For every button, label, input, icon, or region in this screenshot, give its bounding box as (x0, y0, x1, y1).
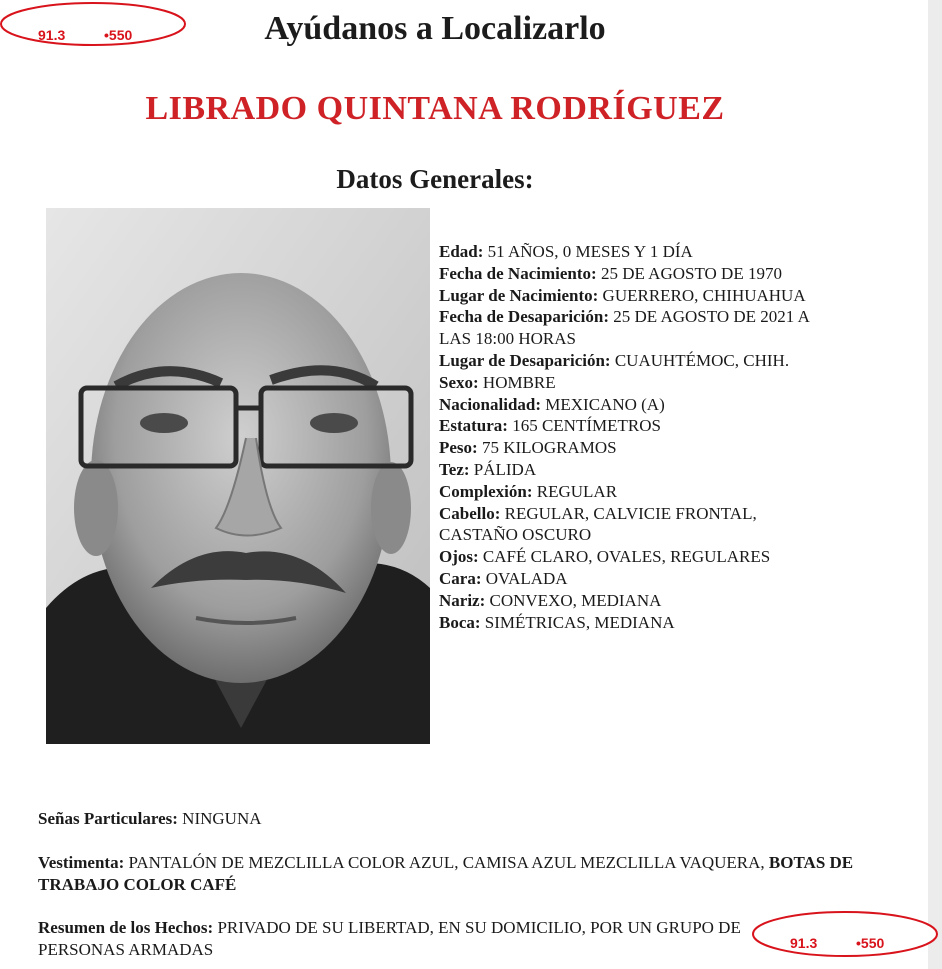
logo-fm-label: 91.3 (790, 935, 818, 951)
details-list (439, 241, 839, 633)
detail-cabello: Cabello: REGULAR, CALVICIE FRONTAL, CASTAÑO OSCURO (439, 503, 757, 545)
person-photo (46, 208, 430, 744)
detail-edad: Edad: 51 AÑOS, 0 MESES Y 1 DÍA (439, 242, 693, 261)
section-title: Datos Generales: (336, 164, 534, 194)
station-logo-bottom (752, 910, 938, 958)
logo-fm-label: 91.3 (38, 27, 66, 43)
resumen-hechos: Resumen de los Hechos: PRIVADO DE SU LIBERTAD, EN SU DOMICILIO, POR UN GRUPO DE PERSONAS ARMADAS (38, 918, 741, 959)
page-title: Ayúdanos a Localizarlo (264, 10, 606, 47)
senas-particulares: Señas Particulares: NINGUNA (38, 809, 262, 828)
page-edge (928, 0, 942, 969)
detail-sexo: Sexo: HOMBRE (439, 372, 556, 392)
detail-estatura: Estatura: 165 CENTÍMETROS (439, 416, 661, 436)
detail-ojos: Ojos: CAFÉ CLARO, OVALES, REGULARES (439, 547, 771, 567)
detail-fecha-nacimiento: Fecha de Nacimiento: 25 DE AGOSTO DE 1970 (439, 263, 782, 283)
detail-boca: Boca: SIMÉTRICAS, MEDIANA (439, 612, 675, 632)
detail-peso: Peso: 75 KILOGRAMOS (439, 438, 617, 458)
detail-complexion: Complexión: REGULAR (439, 481, 618, 501)
detail-nacionalidad: Nacionalidad: MEXICANO (A) (439, 394, 665, 414)
detail-nariz: Nariz: CONVEXO, MEDIANA (439, 590, 662, 610)
detail-fecha-desaparicion: Fecha de Desaparición: 25 DE AGOSTO DE 2021 A LAS 18:00 HORAS (439, 307, 809, 349)
vestimenta: Vestimenta: PANTALÓN DE MEZCLILLA COLOR AZUL, CAMISA AZUL MEZCLILLA VAQUERA, BOTAS DE TRABAJO COLOR CAFÉ (38, 853, 854, 894)
detail-tez: Tez: PÁLIDA (439, 459, 537, 479)
person-name: LIBRADO QUINTANA RODRÍGUEZ (145, 90, 725, 127)
logo-am-label: •550 (104, 27, 133, 43)
detail-lugar-desaparicion: Lugar de Desaparición: CUAUHTÉMOC, CHIH. (439, 350, 790, 370)
detail-cara: Cara: OVALADA (439, 568, 568, 588)
detail-lugar-nacimiento: Lugar de Nacimiento: GUERRERO, CHIHUAHUA (439, 285, 806, 305)
logo-am-label: •550 (856, 935, 885, 951)
